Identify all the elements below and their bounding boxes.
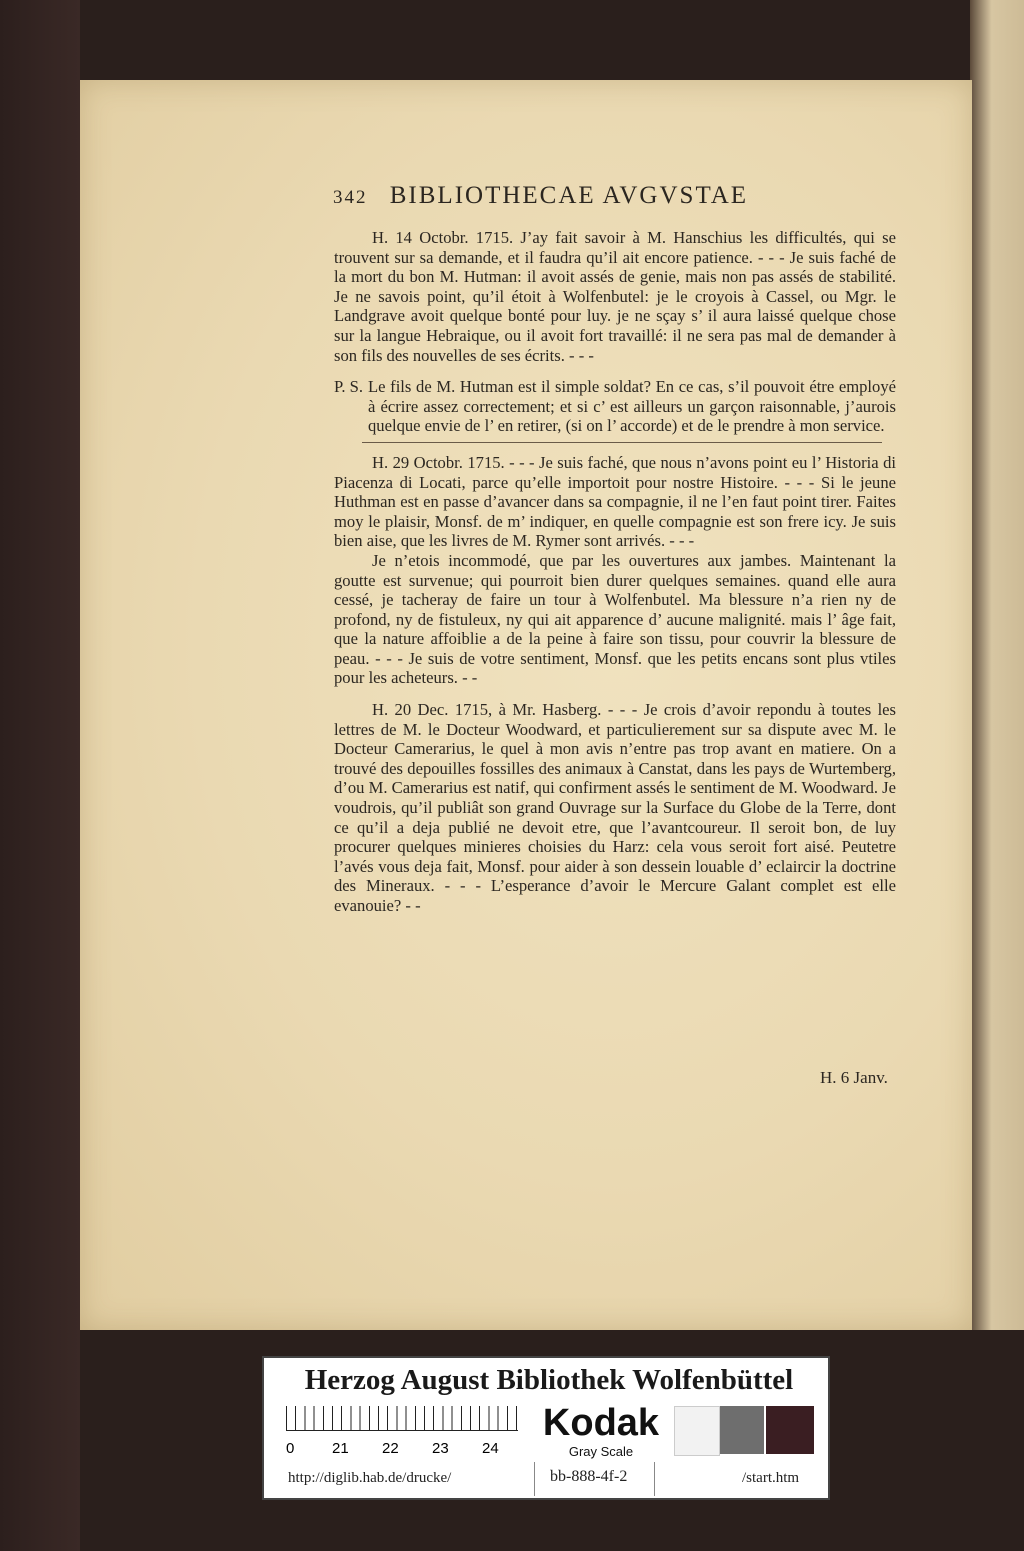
ruler-number: 22 (382, 1440, 399, 1457)
kodak-logo: Kodak (542, 1402, 660, 1444)
scale-ruler (286, 1406, 518, 1457)
page-number: 342 (333, 187, 368, 208)
gray-swatch-mid (720, 1406, 764, 1454)
card-url: http://diglib.hab.de/drucke/ (288, 1470, 452, 1486)
section-divider (362, 442, 882, 443)
card-shelfmark: bb-888-4f-2 (550, 1468, 628, 1485)
postscript (334, 377, 896, 436)
gray-swatch-white (674, 1406, 720, 1456)
card-divider (654, 1462, 655, 1496)
ruler-number: 0 (286, 1440, 295, 1457)
card-divider (534, 1462, 535, 1496)
next-page-edge (970, 0, 1024, 1330)
card-start: /start.htm (742, 1470, 800, 1486)
entry-h29: H. 29 Octobr. 1715. - - - Je suis faché, que nous n’avons point eu l’ Historia di Piacenza di Locati, parce qu’elle importoit pour nostre Histoire. - - - Si le jeune Huthman est en passe d’avancer dans sa compagnie, il ne l’en faut point tirer. Faites moy le plaisir, Monsf. de m’ indiquer, en quelle compagnie est son frere icy. Je suis bien aise, que les livres de M. Rymer sont arrivés. - - - (334, 452, 896, 551)
running-head-title: BIBLIOTHECAE AVGVSTAE (389, 182, 749, 209)
postscript-text: Le fils de M. Hutman est il simple soldat? En ce cas, s’il pouvoit étre employé à écrire assez correctement; et si c’ est ailleurs un garçon raisonnable, j’aurois quelque envie de l’ en retirer, (si on l’ accorde) et de le prendre à mon service. (368, 377, 896, 436)
ruler-number: 23 (432, 1440, 449, 1457)
ruler-ticks (286, 1406, 518, 1431)
library-color-card (262, 1356, 830, 1500)
scan-background-left (0, 0, 80, 1551)
gray-swatch-dark (766, 1406, 814, 1454)
postscript-label: P. S. (334, 377, 364, 397)
ruler-number: 21 (332, 1440, 349, 1457)
card-title: Herzog August Bibliothek Wolfenbüttel (304, 1364, 794, 1396)
gray-scale-label: Gray Scale (568, 1444, 634, 1459)
ruler-number: 24 (482, 1440, 499, 1457)
entry-h14: H. 14 Octobr. 1715. J’ay fait savoir à M. Hanschius les difficultés, qui se trouvent sur sa demande, et il faudra qu’il ait encore patience. - - - Je suis faché de la mort du bon M. Hutman: il avoit assés de genie, mais non pas assés de stabilité. Je ne savois point, qu’il étoit à Wolfenbutel: je le croyois à Cassel, ou Mgr. le Landgrave avoit quelque bonté pour luy. je ne sçay s’ il aura laissé quelque chose sur la langue Hebraique, ou il avoit fort travaillé: il ne sera pas mal de demander à son fils des nouvelles de ses écrits. - - - (334, 228, 896, 365)
page-body (334, 228, 896, 916)
catchword: H. 6 Janv. (820, 1068, 888, 1087)
entry-h29-continued: Je n’etois incommodé, que par les ouvertures aux jambes. Maintenant la goutte est survenue; qui pourroit bien durer quelques semaines. quand elle aura cessé, je tacheray de faire un tour à Wolfenbutel. Ma blessure n’a rien ny de profond, ny de fistuleux, ny qui ait apparence d’ aucune malignité. mais l’ âge fait, que la nature affoiblie a de la peine à faire son tissu, pour couvrir la blessure de peau. - - - Je suis de votre sentiment, Monsf. que les petits encans sont plus vtiles pour les acheteurs. - - (334, 550, 896, 688)
entry-h20: H. 20 Dec. 1715, à Mr. Hasberg. - - - Je crois d’avoir repondu à toutes les lettres de M. le Docteur Woodward, et particulierement sur sa dispute avec M. le Docteur Camerarius, le quel à mon avis n’entre pas trop avant en matiere. On a trouvé des depouilles fossilles des animaux à Canstat, dans les pays de Wurtemberg, d’ou M. Camerarius est natif, qui confirment assés le sentiment de M. Woodward. Je voudrois, qu’il publiât son grand Ouvrage sur la Surface du Globe de la Terre, dont ce qu’il a deja publié ne devoit etre, que l’avantcoureur. Il seroit bon, de luy procurer quelques minieres choisies du Harz: cela vous seroit fort aisé. Peutetre l’avés vous deja fait, Monsf. pour aider à son dessein louable d’ eclaircir la doctrine des Mineraux. - - - L’esperance d’avoir le Mercure Galant complet est elle evanouie? - - (334, 700, 896, 915)
running-head (333, 182, 893, 222)
